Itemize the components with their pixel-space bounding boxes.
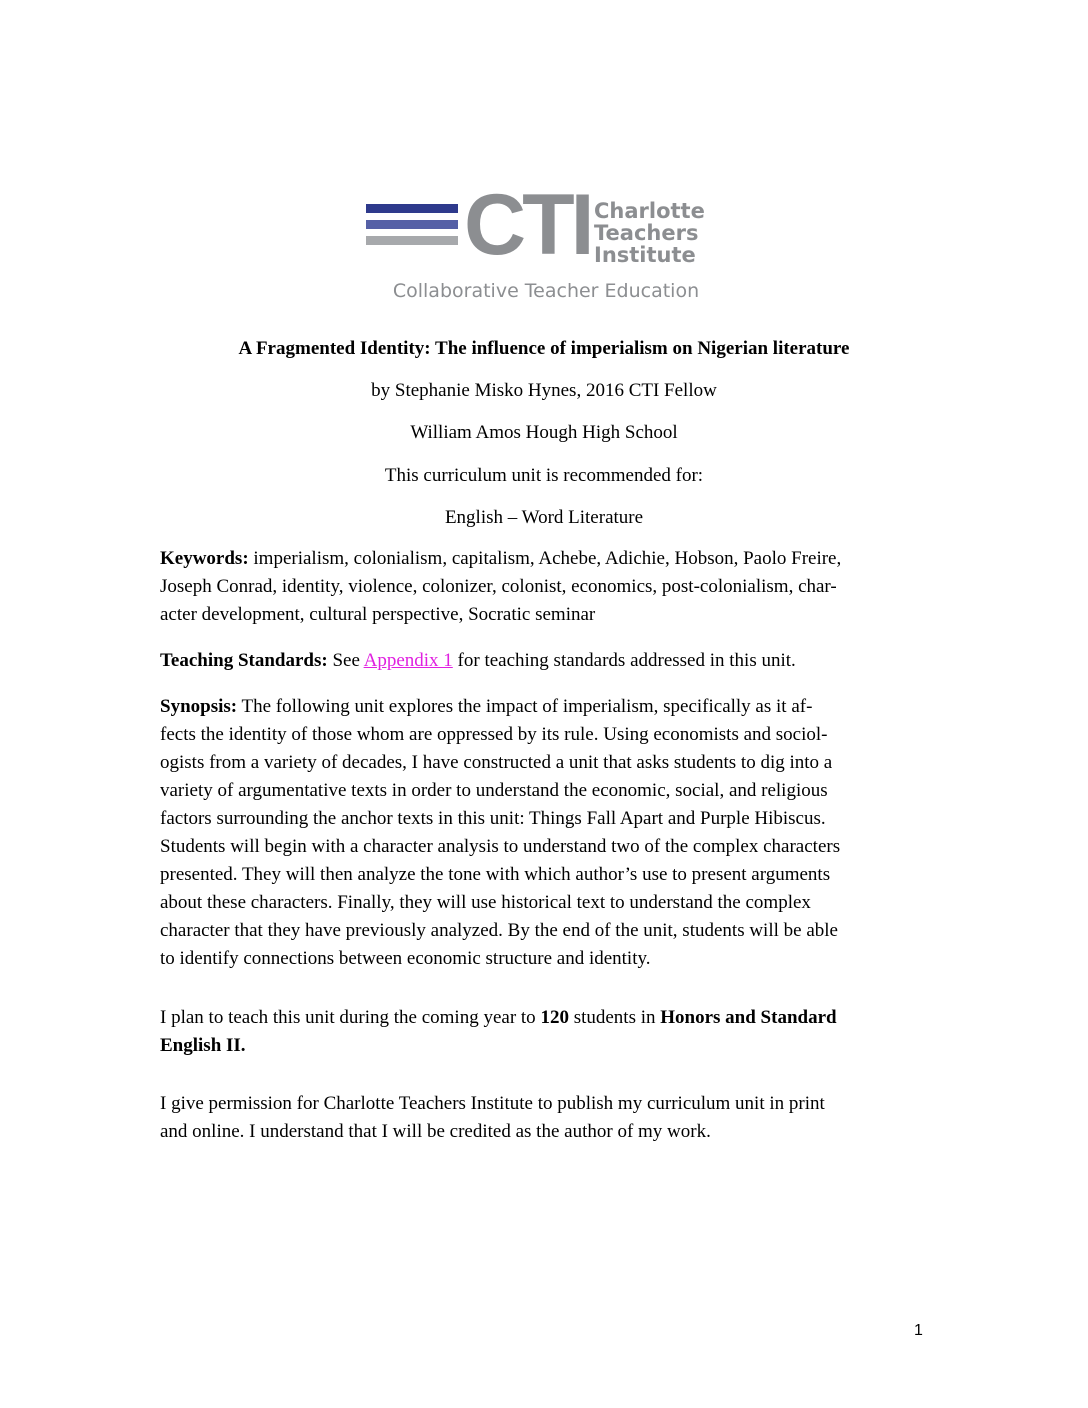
teaching-standards-text: for teaching standards addressed in this unit. xyxy=(452,650,796,671)
cti-logo xyxy=(366,177,726,306)
synopsis-line: presented. They will then analyze the tone with which author’s use to present arguments xyxy=(160,864,831,885)
plan-text: students in xyxy=(568,1007,661,1028)
logo-organization-name xyxy=(594,200,705,266)
keywords-text: imperialism, colonialism, capitalism, Achebe, Adichie, Hobson, Paolo Freire, xyxy=(248,548,842,569)
logo-name-line: Teachers xyxy=(594,221,699,245)
logo-stripe-mid xyxy=(366,220,458,229)
plan-course: English II. xyxy=(160,1035,246,1056)
logo-stripe-gray xyxy=(366,236,458,245)
teaching-standards-line xyxy=(160,647,930,675)
teaching-standards-label: Teaching Standards: xyxy=(160,650,328,671)
plan-line xyxy=(160,1004,930,1032)
logo-acronym: CTI xyxy=(464,177,591,273)
synopsis-label: Synopsis: xyxy=(160,696,238,717)
teaching-standards-text: See xyxy=(327,650,364,671)
synopsis-line: about these characters. Finally, they will use historical text to understand the complex xyxy=(160,892,811,913)
synopsis-line: to identify connections between economic structure and identity. xyxy=(160,948,651,969)
recommended-course: English – Word Literature xyxy=(444,507,644,528)
keywords-line: acter development, cultural perspective, Socratic seminar xyxy=(160,604,596,625)
synopsis-paragraph xyxy=(160,693,930,973)
synopsis-text: The following unit explores the impact of imperialism, specifically as it af- xyxy=(237,696,813,717)
logo-name-line: Institute xyxy=(594,243,696,267)
school-name: William Amos Hough High School xyxy=(410,422,678,443)
recommended-intro: This curriculum unit is recommended for: xyxy=(384,465,704,486)
logo-stripes-icon xyxy=(366,204,458,252)
permission-line: I give permission for Charlotte Teachers Institute to publish my curriculum unit in print xyxy=(160,1093,825,1114)
synopsis-line: ogists from a variety of decades, I have constructed a unit that asks students to dig into a xyxy=(160,752,833,773)
keywords-line: Joseph Conrad, identity, violence, colonizer, colonist, economics, post-colonialism, char- xyxy=(160,576,837,597)
logo-tagline: Collaborative Teacher Education xyxy=(392,280,700,302)
plan-text: I plan to teach this unit during the coming year to xyxy=(160,1007,541,1028)
synopsis-line xyxy=(160,693,930,721)
synopsis-line: factors surrounding the anchor texts in this unit: Things Fall Apart and Purple Hibiscus. xyxy=(160,808,826,829)
plan-course: Honors and Standard xyxy=(660,1007,837,1028)
logo-stripe-dark xyxy=(366,204,458,213)
page-number: 1 xyxy=(914,1322,923,1339)
keywords-label: Keywords: xyxy=(160,548,249,569)
student-count: 120 xyxy=(540,1007,569,1028)
synopsis-line: variety of argumentative texts in order to understand the economic, social, and religious xyxy=(160,780,828,801)
plan-paragraph xyxy=(160,1004,930,1060)
synopsis-line: character that they have previously analyzed. By the end of the unit, students will be able xyxy=(160,920,838,941)
teaching-standards-paragraph xyxy=(160,647,930,675)
appendix-1-link[interactable]: Appendix 1 xyxy=(363,650,453,671)
synopsis-line: Students will begin with a character analysis to understand two of the complex characters xyxy=(160,836,841,857)
keywords-paragraph xyxy=(160,545,930,629)
keywords-line xyxy=(160,545,930,573)
logo-name-line: Charlotte xyxy=(594,199,705,223)
permission-line: and online. I understand that I will be credited as the author of my work. xyxy=(160,1121,711,1142)
permission-paragraph xyxy=(160,1090,930,1146)
byline: by Stephanie Misko Hynes, 2016 CTI Fellow xyxy=(371,380,717,401)
synopsis-line: fects the identity of those whom are oppressed by its rule. Using economists and sociol- xyxy=(160,724,828,745)
document-title: A Fragmented Identity: The influence of imperialism on Nigerian literature xyxy=(238,338,850,359)
